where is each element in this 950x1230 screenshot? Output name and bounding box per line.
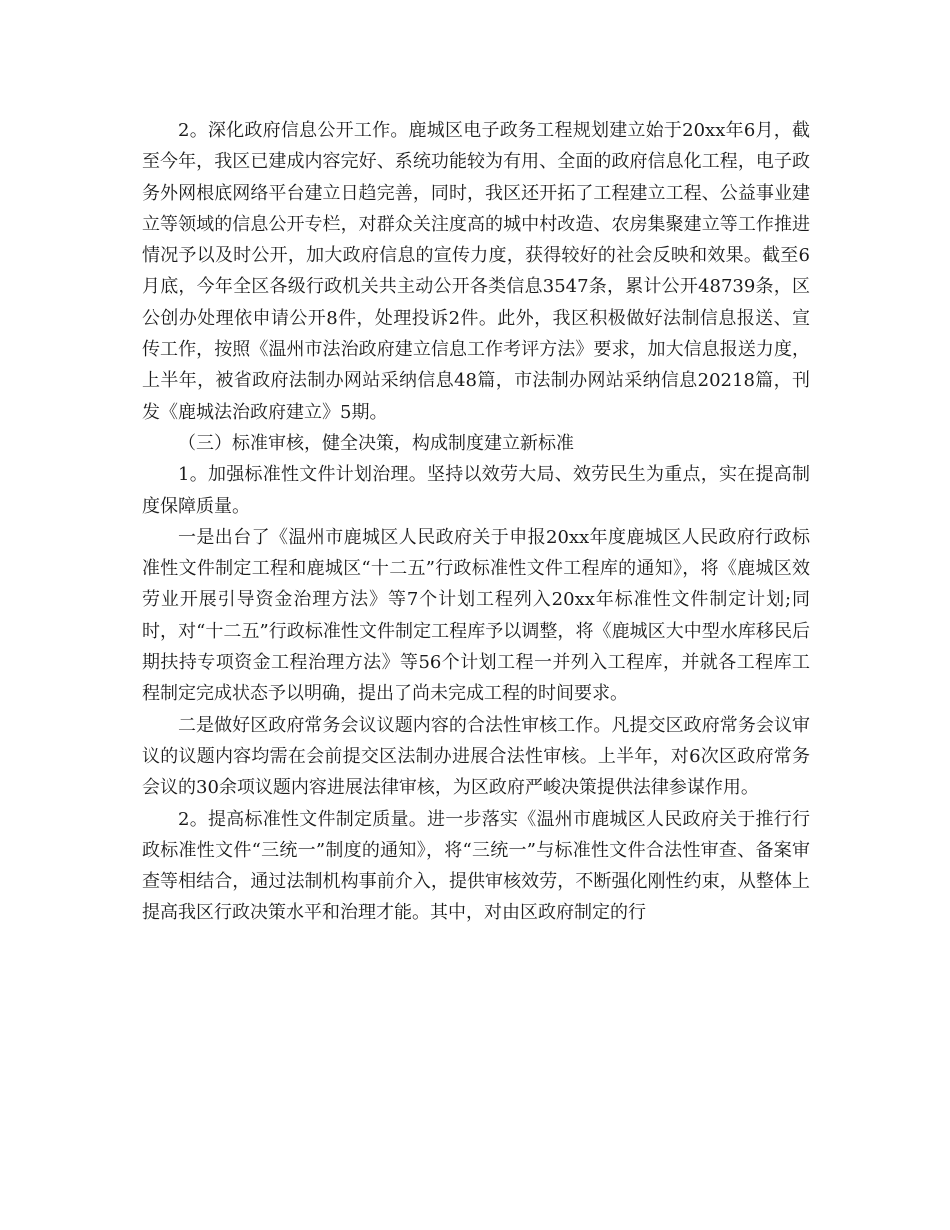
paragraph-second-measure: 二是做好区政府常务会议议题内容的合法性审核工作。凡提交区政府常务会议审议的议题内容均需在会前提交区法制办进展合法性审核。上半年，对6次区政府常务会议的30余项议题内容进展法律审核，为区政府严峻决策提供法律参谋作用。 [142,714,810,799]
paragraph-info-disclosure: 2。深化政府信息公开工作。鹿城区电子政务工程规划建立始于20xx年6月，截至今年，我区已建成内容完好、系统功能较为有用、全面的政府信息化工程，电子政务外网根底网络平台建立日趋完善，同时，我区还开拓了工程建立工程、公益事业建立等领域的信息公开专栏，对群众关注度高的城中村改造、农房集聚建立等工作推进情况予以及时公开，加大政府信息的宣传力度，获得较好的社会反映和效果。截至6月底，今年全区各级行政机关共主动公开各类信息3547条，累计公开48739条，区公创办处理依申请公开8件，处理投诉2件。此外，我区积极做好法制信息报送、宣传工作，按照《温州市法治政府建立信息工作考评方法》要求，加大信息报送力度，上半年，被省政府法制办网站采纳信息48篇，市法制办网站采纳信息20218篇，刊发《鹿城法治政府建立》5期。 [142,120,810,423]
document-body [142,115,810,929]
paragraph-quality: 2。提高标准性文件制定质量。进一步落实《温州市鹿城区人民政府关于推行行政标准性文件“三统一”制度的通知》，将“三统一”与标准性文件合法性审查、备案审查等相结合，通过法制机构事前介入，提供审核效劳，不断强化刚性约束，从整体上提高我区行政决策水平和治理才能。其中，对由区政府制定的行 [142,808,810,924]
paragraph-first-measure: 一是出台了《温州市鹿城区人民政府关于申报20xx年度鹿城区人民政府行政标准性文件制定工程和鹿城区“十二五”行政标准性文件工程库的通知》，将《鹿城区效劳业开展引导资金治理方法》等7个计划工程列入20xx年标准性文件制定计划;同时，对“十二五”行政标准性文件制定工程库予以调整，将《鹿城区大中型水库移民后期扶持专项资金工程治理方法》等56个计划工程一并列入工程库，并就各工程库工程制定完成状态予以明确，提出了尚未完成工程的时间要求。 [142,526,810,705]
section-heading-3: （三）标准审核，健全决策，构成制度建立新标准 [178,432,574,454]
paragraph-normative-plan: 1。加强标准性文件计划治理。坚持以效劳大局、效劳民生为重点，实在提高制度保障质量。 [142,464,810,517]
